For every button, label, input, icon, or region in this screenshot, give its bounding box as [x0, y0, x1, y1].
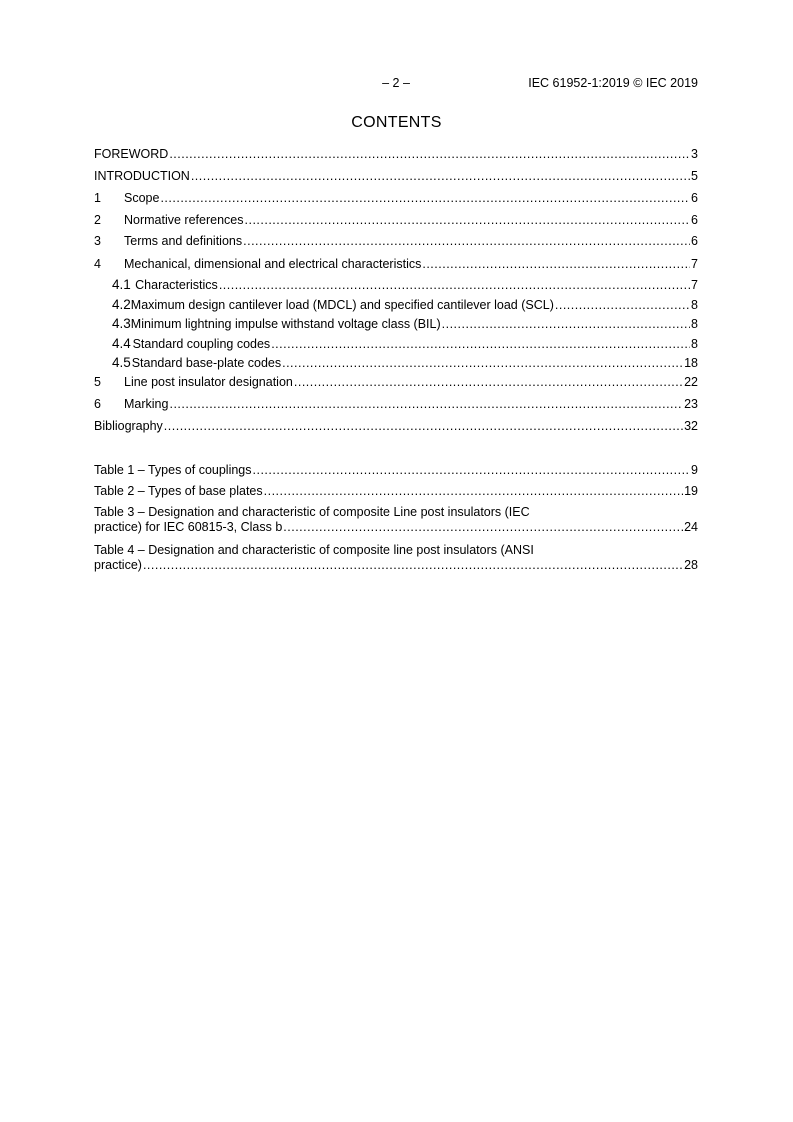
leader-dots	[442, 315, 690, 333]
toc-page: 6	[691, 234, 698, 248]
leader-dots	[143, 558, 683, 573]
toc-page: 23	[684, 397, 698, 411]
toc-number: 4.3	[112, 316, 131, 331]
table-label: Table 1 – Types of couplings	[94, 463, 252, 477]
toc-label: Maximum design cantilever load (MDCL) and specified cantilever load (SCL)	[130, 298, 554, 312]
leader-dots	[253, 461, 691, 479]
toc-number: 5	[94, 375, 101, 389]
table-page: 9	[691, 463, 698, 477]
toc-label: Characteristics	[135, 278, 218, 292]
toc-page: 8	[691, 298, 698, 312]
toc-page: 18	[684, 356, 698, 370]
toc-label: Minimum lightning impulse withstand voltage class (BIL)	[130, 317, 441, 331]
toc-label: Terms and definitions	[124, 234, 243, 248]
toc-label: Normative references	[124, 213, 244, 227]
toc-label: FOREWORD	[94, 147, 169, 161]
toc-page: 7	[691, 257, 698, 271]
toc-page: 8	[691, 317, 698, 331]
toc-label: Scope	[124, 191, 160, 205]
table-label-line1: Table 4 – Designation and characteristic of composite line post insulators (ANSI	[94, 543, 534, 557]
toc-number: 3	[94, 234, 101, 248]
leader-dots	[164, 417, 683, 435]
toc-label: Mechanical, dimensional and electrical characteristics	[124, 257, 422, 271]
page-number: – 2 –	[382, 76, 410, 90]
document-reference: IEC 61952-1:2019 © IEC 2019	[528, 76, 698, 90]
leader-dots	[282, 354, 683, 372]
leader-dots	[219, 276, 690, 294]
toc-entry-4-5[interactable]	[94, 354, 698, 372]
table-page: 19	[684, 484, 698, 498]
leader-dots	[283, 520, 683, 535]
leader-dots	[169, 145, 690, 163]
toc-number: 4.5	[112, 355, 131, 370]
toc-page: 22	[684, 375, 698, 389]
table-entry-3[interactable]	[94, 505, 698, 535]
toc-entry-4-3[interactable]	[94, 315, 698, 333]
leader-dots	[271, 335, 690, 353]
table-label-line1: Table 3 – Designation and characteristic of composite Line post insulators (IEC	[94, 505, 530, 519]
toc-label: Standard base-plate codes	[131, 356, 282, 370]
table-label: Table 2 – Types of base plates	[94, 484, 263, 498]
toc-entry-foreword[interactable]	[94, 145, 698, 163]
table-label-line2-row	[94, 558, 698, 573]
table-page: 28	[684, 558, 698, 572]
leader-dots	[555, 296, 690, 314]
leader-dots	[169, 395, 683, 413]
table-entry-4[interactable]	[94, 543, 698, 573]
toc-page: 6	[691, 213, 698, 227]
table-entry-1[interactable]	[94, 461, 698, 479]
toc-entry-bibliography[interactable]	[94, 417, 698, 435]
toc-label: Standard coupling codes	[132, 337, 271, 351]
leader-dots	[245, 211, 691, 229]
leader-dots	[264, 482, 683, 500]
toc-label: Line post insulator designation	[124, 375, 293, 389]
table-page: 24	[684, 520, 698, 534]
toc-number: 2	[94, 213, 101, 227]
table-label-line2: practice) for IEC 60815-3, Class b	[94, 520, 283, 534]
toc-number: 4.2	[112, 297, 131, 312]
contents-title: CONTENTS	[351, 114, 442, 131]
toc-entry-4-2[interactable]	[94, 296, 698, 314]
toc-entry-4-1[interactable]	[94, 276, 698, 294]
toc-label: INTRODUCTION	[94, 169, 190, 183]
leader-dots	[191, 167, 690, 185]
toc-page: 32	[684, 419, 698, 433]
toc-page: 3	[691, 147, 698, 161]
toc-number: 4	[94, 257, 101, 271]
leader-dots	[243, 232, 690, 250]
leader-dots	[160, 189, 690, 207]
leader-dots	[294, 373, 683, 391]
toc-entry-designation[interactable]	[94, 373, 698, 391]
toc-page: 7	[691, 278, 698, 292]
toc-page: 6	[691, 191, 698, 205]
toc-page: 8	[691, 337, 698, 351]
toc-entry-marking[interactable]	[94, 395, 698, 413]
toc-label: Bibliography	[94, 419, 163, 433]
leader-dots	[422, 255, 690, 273]
toc-entry-scope[interactable]	[94, 189, 698, 207]
table-label-line2-row	[94, 520, 698, 535]
toc-page: 5	[691, 169, 698, 183]
table-label-line2: practice)	[94, 558, 142, 572]
toc-entry-characteristics-section[interactable]	[94, 255, 698, 273]
toc-label: Marking	[124, 397, 169, 411]
toc-number: 4.1	[112, 277, 131, 292]
toc-entry-4-4[interactable]	[94, 335, 698, 353]
toc-entry-introduction[interactable]	[94, 167, 698, 185]
page-header	[94, 76, 698, 92]
toc-number: 4.4	[112, 336, 131, 351]
toc-entry-terms-definitions[interactable]	[94, 232, 698, 250]
toc-number: 6	[94, 397, 101, 411]
toc-entry-normative-references[interactable]	[94, 211, 698, 229]
table-entry-2[interactable]	[94, 482, 698, 500]
toc-number: 1	[94, 191, 101, 205]
